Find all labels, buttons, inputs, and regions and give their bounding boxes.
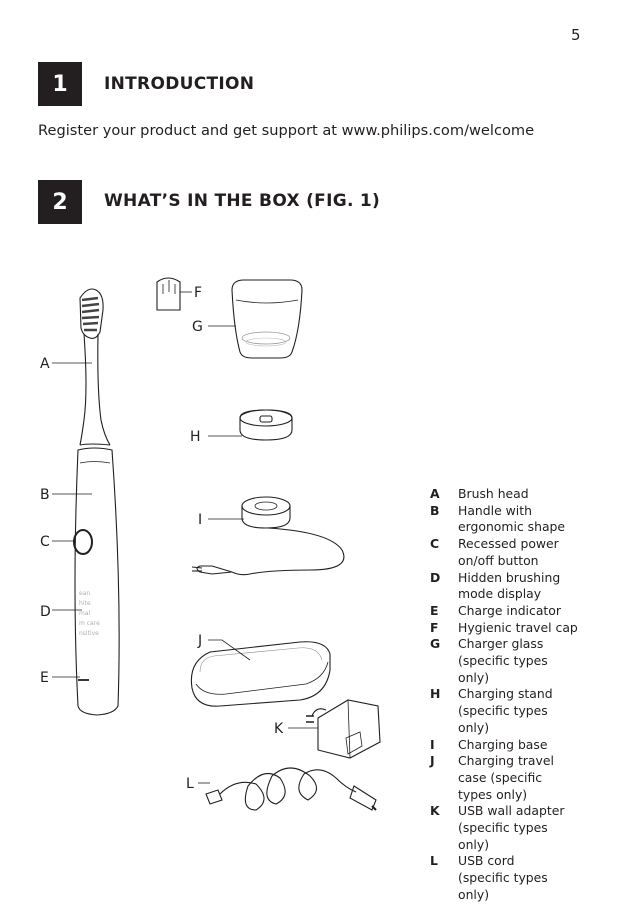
legend-letter: D [430, 569, 441, 585]
legend-row-c [430, 536, 598, 569]
legend-row-b [430, 503, 598, 536]
legend-letter: B [430, 502, 440, 518]
legend-text: Charging base [458, 736, 548, 752]
legend-row-a [430, 486, 598, 503]
legend-row-h [430, 686, 598, 736]
section-2-number: 2 [38, 180, 82, 224]
section-1-number: 1 [38, 62, 82, 106]
page-number: 5 [571, 26, 581, 44]
label-j: J [198, 633, 203, 649]
label-e: E [40, 670, 49, 686]
legend-text: Charge indicator [458, 602, 561, 618]
legend-text: Recessed power on/off button [458, 536, 559, 568]
legend-row-g [430, 636, 598, 686]
travel-case-illustration [191, 642, 330, 706]
legend-row-e [430, 603, 598, 620]
label-l: L [186, 776, 194, 792]
legend-letter: K [430, 803, 440, 819]
legend-text: Charger glass (specific types only) [458, 636, 548, 685]
legend-row-f [430, 620, 598, 637]
charging-base-illustration [192, 497, 344, 575]
legend-letter: F [430, 619, 439, 635]
legend-text: Charging stand (specific types only) [458, 686, 553, 735]
mode-display-text-3: mal [79, 610, 91, 617]
legend-letter: L [430, 853, 438, 869]
label-g: G [192, 319, 203, 335]
legend-letter: I [430, 736, 435, 752]
legend-text: USB cord (specific types only) [458, 853, 548, 902]
legend-row-j [430, 753, 598, 803]
legend-row-k [430, 803, 598, 853]
mode-display-text-5: nsitive [79, 630, 99, 637]
label-k: K [274, 721, 284, 737]
legend-row-l [430, 853, 598, 903]
legend-text: Handle with ergonomic shape [458, 502, 566, 535]
legend-letter: H [430, 686, 441, 702]
mode-display-text-4: m care [79, 620, 100, 627]
legend-row-i [430, 737, 598, 754]
legend-text: Brush head [458, 486, 529, 501]
charger-glass-illustration [232, 280, 302, 358]
charging-stand-illustration [240, 410, 292, 440]
mode-display-text-1: ean [79, 590, 91, 597]
legend-text: Hidden brushing mode display [458, 569, 561, 602]
legend-row-d [430, 570, 598, 603]
legend-letter: A [430, 486, 440, 501]
intro-text: Register your product and get support at www.philips.com/welcome [38, 122, 535, 139]
toothbrush-illustration [74, 289, 119, 715]
label-c: C [40, 534, 50, 550]
legend-text: Charging travel case (specific types only) [458, 753, 554, 802]
label-a: A [40, 356, 50, 372]
usb-adapter-illustration [306, 700, 380, 758]
label-d: D [40, 604, 51, 620]
usb-cord-illustration [206, 768, 376, 810]
box-contents-figure [0, 270, 420, 840]
label-h: H [190, 429, 201, 445]
travel-cap-illustration [157, 278, 180, 310]
legend-letter: E [430, 602, 439, 618]
legend-text: Hygienic travel cap [458, 619, 578, 635]
legend-letter: J [430, 753, 435, 769]
section-2-title: WHAT’S IN THE BOX (FIG. 1) [104, 191, 381, 211]
label-b: B [40, 487, 50, 503]
legend-letter: G [430, 636, 441, 652]
label-f: F [194, 285, 203, 301]
section-1-title: INTRODUCTION [104, 74, 255, 94]
legend-letter: C [430, 536, 440, 552]
label-i: I [198, 512, 203, 528]
legend-text: USB wall adapter (specific types only) [458, 803, 565, 852]
mode-display-text-2: hite [79, 600, 91, 607]
figure-legend [430, 486, 598, 904]
